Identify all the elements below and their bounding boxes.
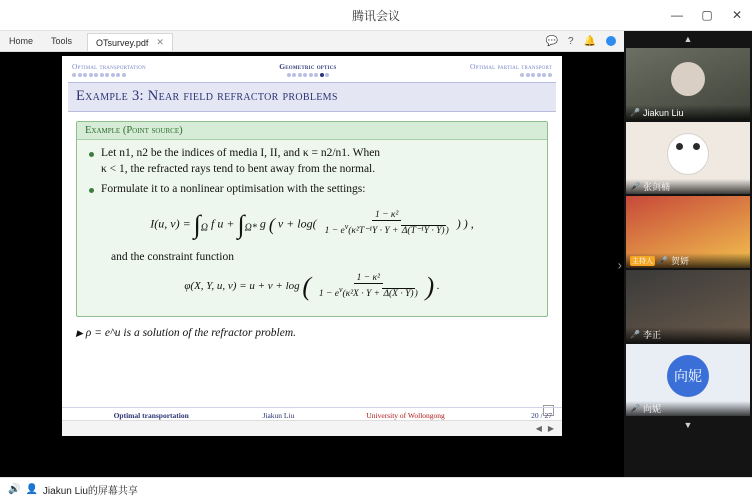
next-page-button[interactable]: ▶: [547, 424, 554, 433]
integral-domain: Ω: [200, 222, 209, 234]
den2-part-2: (κ²X · Y +: [342, 288, 383, 299]
participant-namebar: [626, 401, 750, 416]
participant-name: 李正: [642, 330, 661, 340]
example-block-body: [77, 140, 547, 316]
den-exponent: v: [344, 222, 349, 232]
nav-dots: [72, 73, 146, 77]
participant-tile[interactable]: [626, 122, 750, 194]
participant-name: Jiakun Liu: [642, 107, 684, 118]
den-part-1: 1 − e: [324, 226, 345, 237]
document-tab-label: OTsurvey.pdf: [96, 37, 149, 48]
nav-label: Optimal partial transport: [469, 62, 552, 71]
den2-part-3: ): [414, 288, 418, 299]
participant-namebar: [626, 179, 750, 194]
paren-close-2: ): [425, 272, 435, 302]
toolbar-right-group: [546, 31, 624, 51]
presentation-slide: [62, 56, 562, 436]
participant-tile[interactable]: [626, 48, 750, 120]
microphone-muted-icon: 🎤: [658, 256, 668, 265]
footer-page-number: 20 / 27: [531, 411, 552, 420]
constraint-label: and the constraint function: [111, 250, 234, 263]
shared-screen-stage: [0, 31, 624, 477]
slide-title: Example 3: Near field refractor problems: [68, 82, 556, 112]
maximize-button[interactable]: ▢: [701, 8, 713, 22]
person-icon: 👤: [25, 483, 38, 495]
phi-lhs: φ(X, Y, u, v) = u + v + log: [184, 280, 300, 293]
bullet-line-2: κ < 1, the refracted rays tend to bent away from the normal.: [101, 162, 376, 175]
conclusion-text: ρ = e^u is a solution of the refractor problem.: [85, 327, 297, 340]
nav-section-optimal-transportation: [72, 62, 146, 77]
menu-home[interactable]: Home: [9, 36, 34, 46]
eq-tail-2: .: [436, 280, 440, 293]
footer-topic: Optimal transportation: [113, 411, 189, 420]
fraction-denominator: [316, 284, 421, 299]
microphone-muted-icon: 🎤: [630, 330, 640, 339]
scroll-down-icon[interactable]: ▼: [624, 417, 752, 433]
integral-sign-2: ∫: [237, 209, 245, 239]
bullet-item: [87, 182, 537, 198]
den2-exponent: v: [338, 284, 343, 294]
sqrt-body: Δ(T⁻¹Y · Y): [401, 226, 445, 237]
footer-affiliation: University of Wollongong: [366, 411, 445, 420]
document-tab[interactable]: [87, 33, 173, 51]
avatar: [667, 133, 709, 175]
bullet-line-3: Formulate it to a nonlinear optimisation with the settings:: [101, 183, 366, 196]
eq-term-3: v + log(: [277, 215, 317, 230]
slide-area: [0, 52, 624, 477]
eq-lhs: I(u, v) =: [150, 215, 191, 230]
eq-term-1: f u +: [211, 215, 235, 230]
participants-sidebar: [624, 31, 752, 477]
avatar: [671, 62, 705, 96]
integral-sign: ∫: [193, 209, 201, 239]
close-button[interactable]: ✕: [731, 8, 743, 22]
den-part-3: ): [445, 226, 449, 237]
share-status-bar: [0, 477, 752, 500]
integral-domain-2: Ω*: [244, 222, 257, 234]
share-status-text: Jiakun Liu的屏幕共享: [42, 485, 138, 497]
eq-term-2: g: [259, 215, 266, 230]
speaker-icon: 🔊: [8, 483, 21, 495]
pdf-pager-bar: [62, 420, 562, 436]
participant-namebar: [626, 253, 750, 268]
nav-dots: [279, 73, 336, 77]
den2-part-1: 1 − e: [318, 288, 339, 299]
prev-page-button[interactable]: ◀: [535, 424, 542, 433]
fraction-denominator: [322, 222, 452, 237]
fraction-numerator: 1 − κ²: [372, 210, 401, 221]
panel-collapse-arrow-icon[interactable]: ›: [617, 257, 622, 272]
bell-icon[interactable]: 🔔: [583, 35, 596, 47]
minimize-button[interactable]: —: [671, 8, 683, 22]
window-controls: [662, 0, 752, 30]
paren-open: (: [268, 213, 275, 234]
scroll-up-icon[interactable]: ▲: [624, 31, 752, 47]
fraction-numerator: 1 − κ²: [354, 273, 383, 284]
nav-label: Geometric optics: [279, 62, 337, 71]
conclusion-line: [76, 327, 548, 339]
equation-constraint: [87, 269, 537, 304]
fraction-2: [316, 273, 421, 301]
sqrt-body-2: Δ(X · Y): [383, 288, 414, 299]
nav-section-optimal-partial-transport: [470, 62, 552, 77]
equation-objective: [87, 207, 537, 242]
paren-open-2: (: [302, 272, 312, 302]
help-icon[interactable]: ?: [567, 35, 574, 47]
participant-namebar: [626, 327, 750, 342]
title-bar: [0, 0, 752, 31]
footer-author: Jiakun Liu: [262, 411, 295, 420]
microphone-muted-icon: 🎤: [630, 182, 640, 191]
participant-tile[interactable]: [626, 196, 750, 268]
pdf-app-toolbar: [0, 31, 624, 52]
slide-section-nav: [62, 56, 562, 79]
bullet-list: [87, 146, 537, 198]
close-icon[interactable]: ✕: [156, 37, 164, 47]
participant-tile[interactable]: [626, 344, 750, 416]
window-title: 腾讯会议: [351, 8, 400, 23]
fraction-1: [322, 210, 452, 238]
eq-tail: ) ) ,: [456, 215, 474, 230]
comment-icon[interactable]: 💬: [545, 35, 558, 47]
nav-section-geometric-optics: [279, 62, 336, 77]
participant-namebar: [626, 105, 750, 120]
triangle-bullet-icon: ▶: [76, 328, 83, 339]
participant-name: 向妮: [642, 404, 661, 414]
example-block-title: Example (Point source): [77, 122, 547, 140]
participant-name: 张剑楠: [642, 182, 670, 192]
host-badge: 主持人: [632, 257, 653, 265]
account-avatar[interactable]: [606, 36, 616, 46]
nav-label: Optimal transportation: [72, 62, 146, 71]
bullet-line-1: Let n1, n2 be the indices of media I, II, and κ = n2/n1. When: [101, 147, 381, 159]
bullet-item: [87, 146, 537, 177]
menu-tools[interactable]: Tools: [51, 36, 73, 46]
participant-tile[interactable]: [626, 270, 750, 342]
microphone-muted-icon: 🎤: [630, 404, 640, 413]
participant-name: 贺妍: [670, 256, 689, 266]
meeting-body: [0, 31, 752, 477]
den-part-2: (κ²T⁻¹Y · Y +: [348, 226, 401, 237]
slide-footer: [62, 407, 562, 420]
nav-dots: [470, 73, 552, 77]
avatar: 向妮: [667, 355, 709, 397]
example-block: [76, 121, 548, 317]
microphone-icon: 🎤: [630, 108, 640, 117]
